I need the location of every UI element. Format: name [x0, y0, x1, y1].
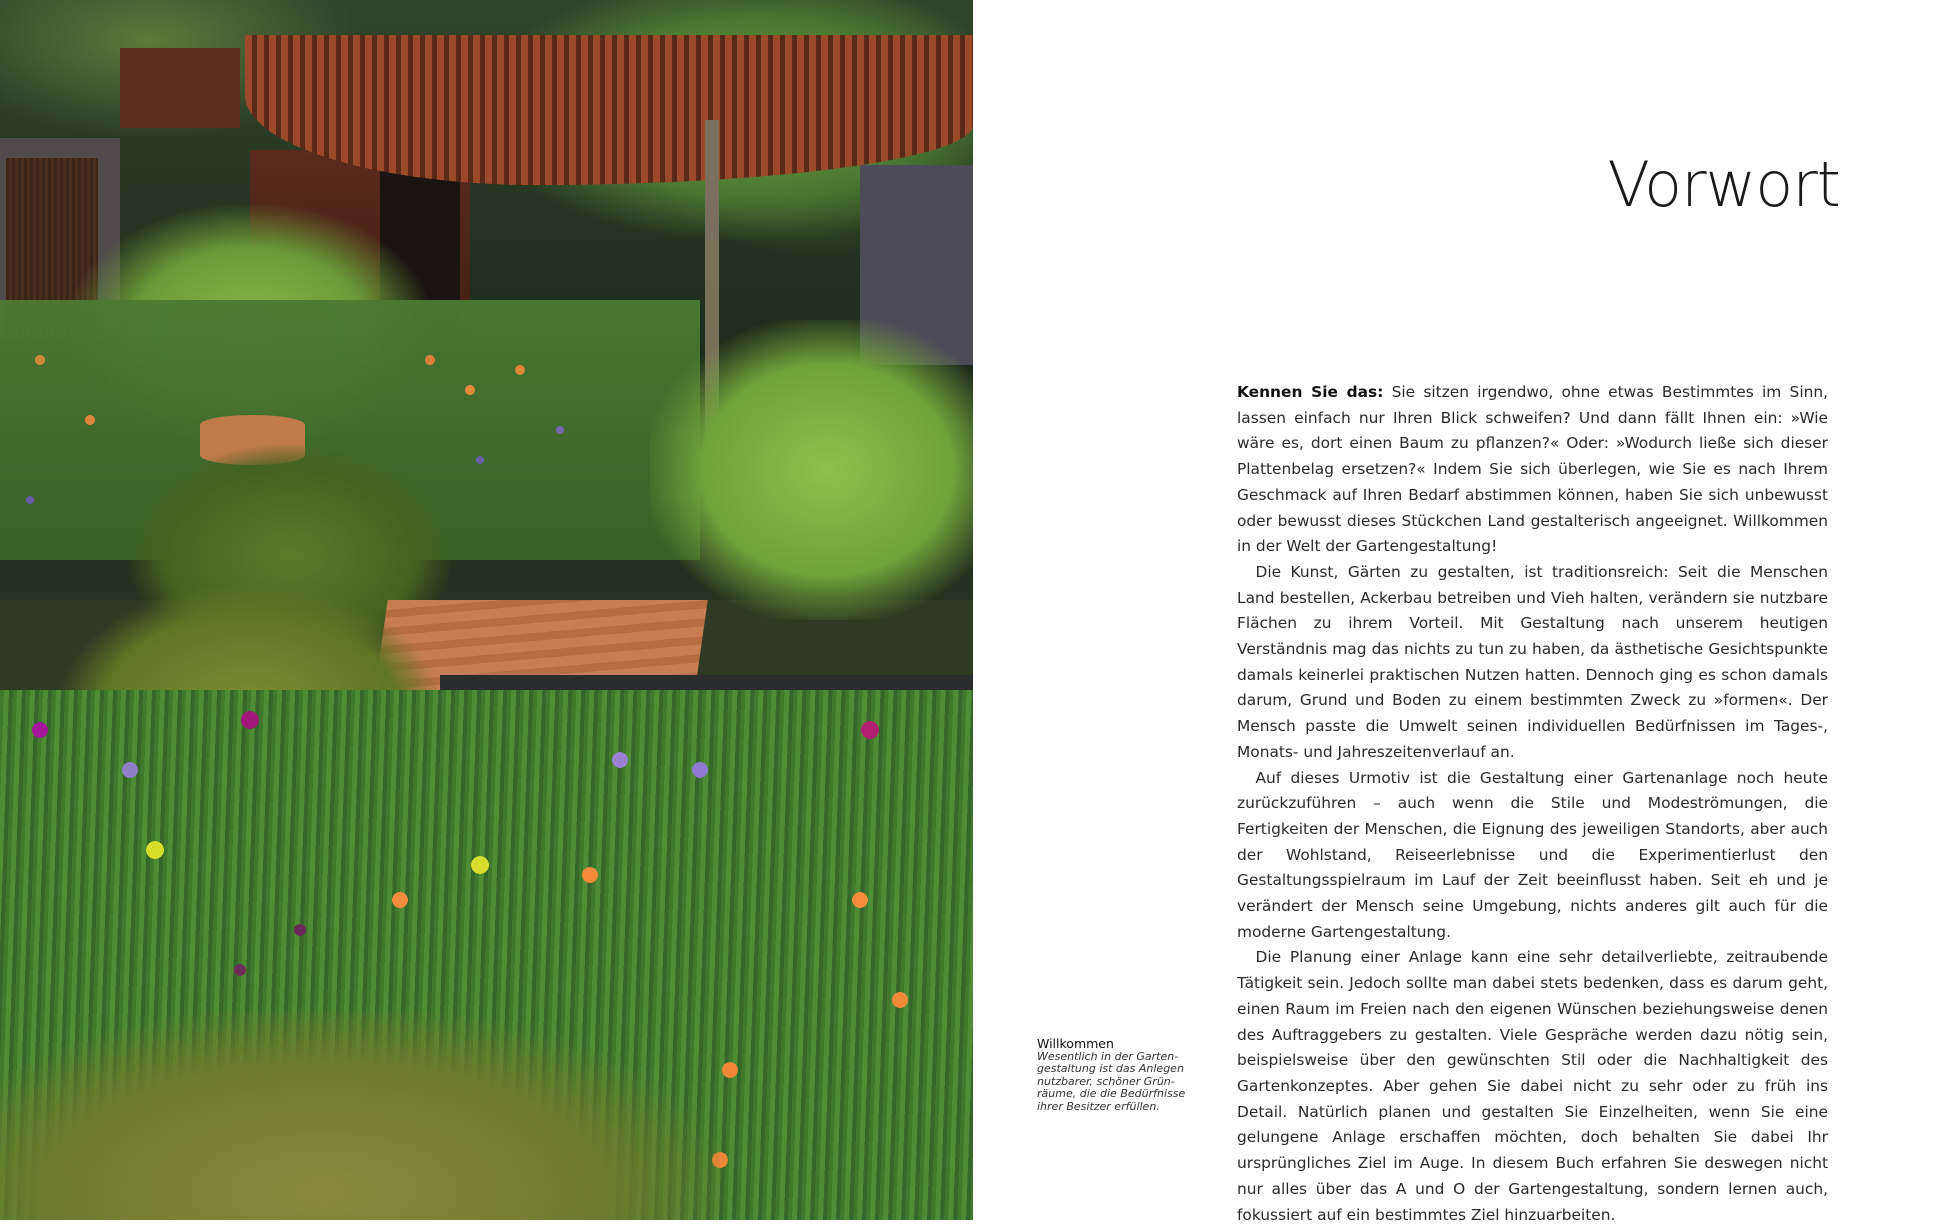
caption-line: räume, die die Bedürfnisse: [1037, 1087, 1186, 1101]
paragraph-text: Sie sitzen irgendwo, ohne etwas Bestimmtes im Sinn, lassen einfach nur Ihren Blick schweifen? Und dann fällt Ihnen ein: »Wie wäre es, dort einen Baum zu pflanzen?« Oder: »Wodurch ließe sich dieser Plattenbelag ersetzen?« Indem Sie sich überlegen, wie Sie es nach Ihrem Geschmack auf Ihren Bedarf abstimmen können, haben Sie sich unbewusst oder bewusst dieses Stückchen Land gestalterisch angeeignet. Willkommen in der Welt der Gartengestaltung!: [1237, 383, 1828, 556]
body-text: [1237, 380, 1828, 1228]
paragraph: Die Kunst, Gärten zu gestalten, ist traditionsreich: Seit die Menschen Land bestellen, Ackerbau betreiben und Vieh halten, verändern sie nutzbare Flächen zu ihrem Vorteil. Mit Gestaltung nach unserem heutigen Verständnis mag das nichts zu tun zu haben, da ästhetische Gesichtspunkte damals keinerlei praktischen Nutzen hatten. Dennoch ging es schon damals darum, Grund und Boden zu einem bestimmten Zweck zu »formen«. Der Mensch passte die Umwelt seinen individuellen Bedürfnissen im Tages-, Monats- und Jahreszeitenverlauf an.: [1237, 562, 1828, 761]
wooden-slat-canopy: [245, 35, 973, 185]
caption-line: gestaltung ist das Anlegen: [1037, 1062, 1184, 1076]
paragraph: [1237, 380, 1828, 560]
golden-conifer: [0, 1010, 720, 1220]
paragraph: Auf dieses Urmotiv ist die Gestaltung einer Gartenanlage noch heute zurückzuführen – auch wenn die Stile und Modeströmungen, die Fertigkeiten der Menschen, die Eignung des jeweiligen Standorts, aber auch der Wohlstand, Reiseerlebnisse und die Experimentierlust den Gestaltungsspielraum im Lauf der Zeit beeinflusst haben. Seit eh und je verändert der Mensch seine Umgebung, nichts anderes gilt auch für die moderne Gartengestaltung.: [1237, 768, 1828, 941]
right-shrub: [650, 320, 973, 620]
caption-line: nutzbarer, schöner Grün-: [1037, 1074, 1175, 1088]
page-title: Vorwort: [1607, 148, 1840, 221]
rust-steel-planter: [120, 48, 240, 128]
garden-photo: [0, 0, 973, 1220]
lead-in: Kennen Sie das:: [1237, 383, 1384, 401]
caption-line: ihrer Besitzer erfüllen.: [1037, 1099, 1160, 1113]
photo-caption: [1037, 1036, 1187, 1113]
caption-title: Willkommen: [1037, 1036, 1114, 1051]
caption-line: Wesentlich in der Garten-: [1037, 1050, 1179, 1063]
paragraph: Die Planung einer Anlage kann eine sehr detailverliebte, zeitraubende Tätigkeit sein. Jedoch sollte man dabei stets bedenken, dass es darum geht, einen Raum im Freien nach den eigenen Wünschen beziehungsweise denen des Auftraggebers zu gestalten. Viele Gespräche werden dazu nötig sein, beispielsweise über den gewünschten Stil oder die Nachhaltigkeit des Gartenkonzeptes. Aber gehen Sie dabei nicht zu sehr oder zu früh ins Detail. Natürlich planen und gestalten Sie Einzelheiten, wenn Sie eine gelungene Anlage erschaffen möchten, doch behalten Sie dabei Ihr ursprüngliches Ziel im Auge. In diesem Buch erfahren Sie deswegen nicht nur alles über das A und O der Gartengestaltung, sondern lernen auch, fokussiert auf ein bestimmtes Ziel hinzuarbeiten.: [1237, 948, 1828, 1224]
caption-text: [1037, 1051, 1187, 1113]
